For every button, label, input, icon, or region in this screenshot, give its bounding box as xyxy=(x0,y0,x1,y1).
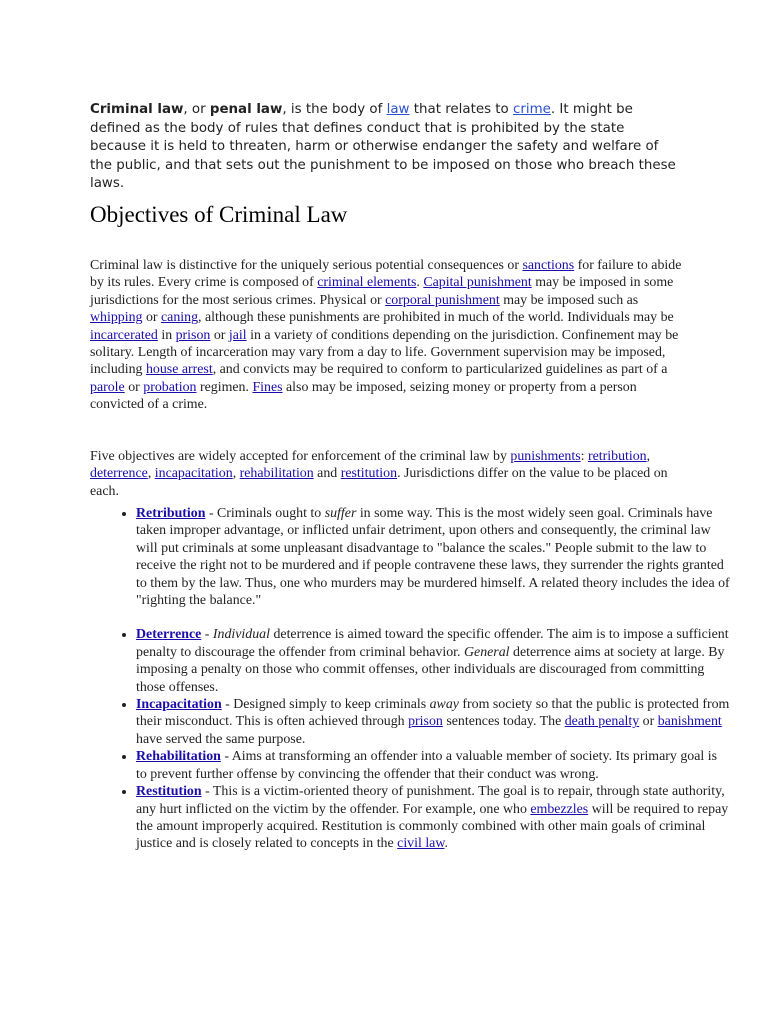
consequences-paragraph: Criminal law is distinctive for the uniquely serious potential consequences or sanctions for failure to abide by its rules. Every crime is composed of criminal elements. Capital punishment may be imposed in some jurisdictions for the most serious crimes. Physical or corporal punishment may be imposed such as whipping or caning, although these punishments are prohibited in much of the world. Individuals may be incarcerated in prison or jail in a variety of conditions depending on the jurisdiction. Confinement may be solitary. Length of incarceration may vary from a day to life. Government supervision may be imposed, including house arrest, and convicts may be required to conform to particularized guidelines as part of a parole or probation regimen. Fines also may be imposed, seizing money or property from a person convicted of a crime. xyxy=(90,257,682,413)
link-banishment[interactable]: banishment xyxy=(657,714,722,730)
list-item-restitution: • Restitution - This is a victim-oriented theory of punishment. The goal is to repair, through state authority, any hurt inflicted on the victim by the offender. For example, one who embezzles will be required to repay the amount improperly acquired. Restitution is commonly combined with other main goals of criminal justice and is closely related to concepts in the civil law. xyxy=(136,783,731,853)
link-prison[interactable]: prison xyxy=(175,327,211,343)
link-civil-law[interactable]: civil law xyxy=(397,836,445,852)
link-corporal-punishment[interactable]: corporal punishment xyxy=(385,292,500,308)
link-capital-punishment[interactable]: Capital punishment xyxy=(423,275,532,291)
link-caning[interactable]: caning xyxy=(161,310,199,326)
link-rehabilitation-title[interactable]: Rehabilitation xyxy=(136,749,221,765)
link-prison-sentences[interactable]: prison xyxy=(408,714,443,730)
link-parole[interactable]: parole xyxy=(90,379,125,395)
link-rehabilitation[interactable]: rehabilitation xyxy=(239,466,314,482)
link-sanctions[interactable]: sanctions xyxy=(522,257,575,273)
link-law[interactable]: law xyxy=(386,102,410,118)
section-heading: Objectives of Criminal Law xyxy=(90,202,348,227)
link-criminal-elements[interactable]: criminal elements xyxy=(317,275,417,291)
link-incapacitation[interactable]: incapacitation xyxy=(154,466,233,482)
link-deterrence-title[interactable]: Deterrence xyxy=(136,627,202,643)
link-death-penalty[interactable]: death penalty xyxy=(564,714,640,730)
list-item-deterrence: • Deterrence - Individual deterrence is aimed toward the specific offender. The aim is to impose a sufficient penalty to discourage the offender from criminal behavior. General deterrence aims at society at large. By imposing a penalty on those who commit offenses, other individuals are discouraged from committing those offenses. xyxy=(136,626,731,696)
link-restitution[interactable]: restitution xyxy=(340,466,398,482)
link-house-arrest[interactable]: house arrest xyxy=(145,362,213,378)
objectives-intro-paragraph: Five objectives are widely accepted for enforcement of the criminal law by punishments: retribution, deterrence, incapacitation, rehabilitation and restitution. Jurisdictions differ on the value to be placed on each. xyxy=(90,448,668,499)
link-retribution-title[interactable]: Retribution xyxy=(136,506,206,521)
link-punishments[interactable]: punishments xyxy=(510,448,581,464)
list-item-incapacitation: • Incapacitation - Designed simply to keep criminals away from society so that the public is protected from their misconduct. This is often achieved through prison sentences today. The death penalty or banishment have served the same purpose. xyxy=(136,696,731,748)
link-incapacitation-title[interactable]: Incapacitation xyxy=(136,697,222,713)
term-criminal-law: Criminal law xyxy=(90,102,184,118)
link-deterrence[interactable]: deterrence xyxy=(90,466,148,482)
objectives-list xyxy=(90,505,731,853)
link-retribution[interactable]: retribution xyxy=(587,448,647,464)
term-penal-law: penal law xyxy=(209,102,283,118)
link-fines[interactable]: Fines xyxy=(252,379,283,395)
list-item-rehabilitation: • Rehabilitation - Aims at transforming an offender into a valuable member of society. Its primary goal is to prevent further offense by convincing the offender that their conduct was wrong. xyxy=(136,748,731,783)
link-incarcerated[interactable]: incarcerated xyxy=(90,327,158,343)
link-probation[interactable]: probation xyxy=(143,379,197,395)
link-whipping[interactable]: whipping xyxy=(90,310,143,326)
link-crime[interactable]: crime xyxy=(513,102,551,118)
link-restitution-title[interactable]: Restitution xyxy=(136,784,202,800)
link-embezzles[interactable]: embezzles xyxy=(530,801,589,817)
link-jail[interactable]: jail xyxy=(228,327,247,343)
list-item-retribution: • Retribution - Criminals ought to suffer in some way. This is the most widely seen goal. Criminals have taken improper advantage, or inflicted unfair detriment, upon others and consequently, the criminal law will put criminals at some unpleasant disadvantage to "balance the scales." People submit to the law to receive the right not to be murdered and if people contravene these laws, they surrender the rights granted to them by the law. Thus, one who murders may be murdered himself. A related theory includes the idea of "righting the balance." xyxy=(136,505,731,609)
intro-paragraph: Criminal law, or penal law, is the body of law that relates to crime. It might be defined as the body of rules that defines conduct that is prohibited by the state because it is held to threaten, harm or otherwise endanger the safety and welfare of the public, and that sets out the punishment to be imposed on those who breach these laws. xyxy=(90,102,676,192)
